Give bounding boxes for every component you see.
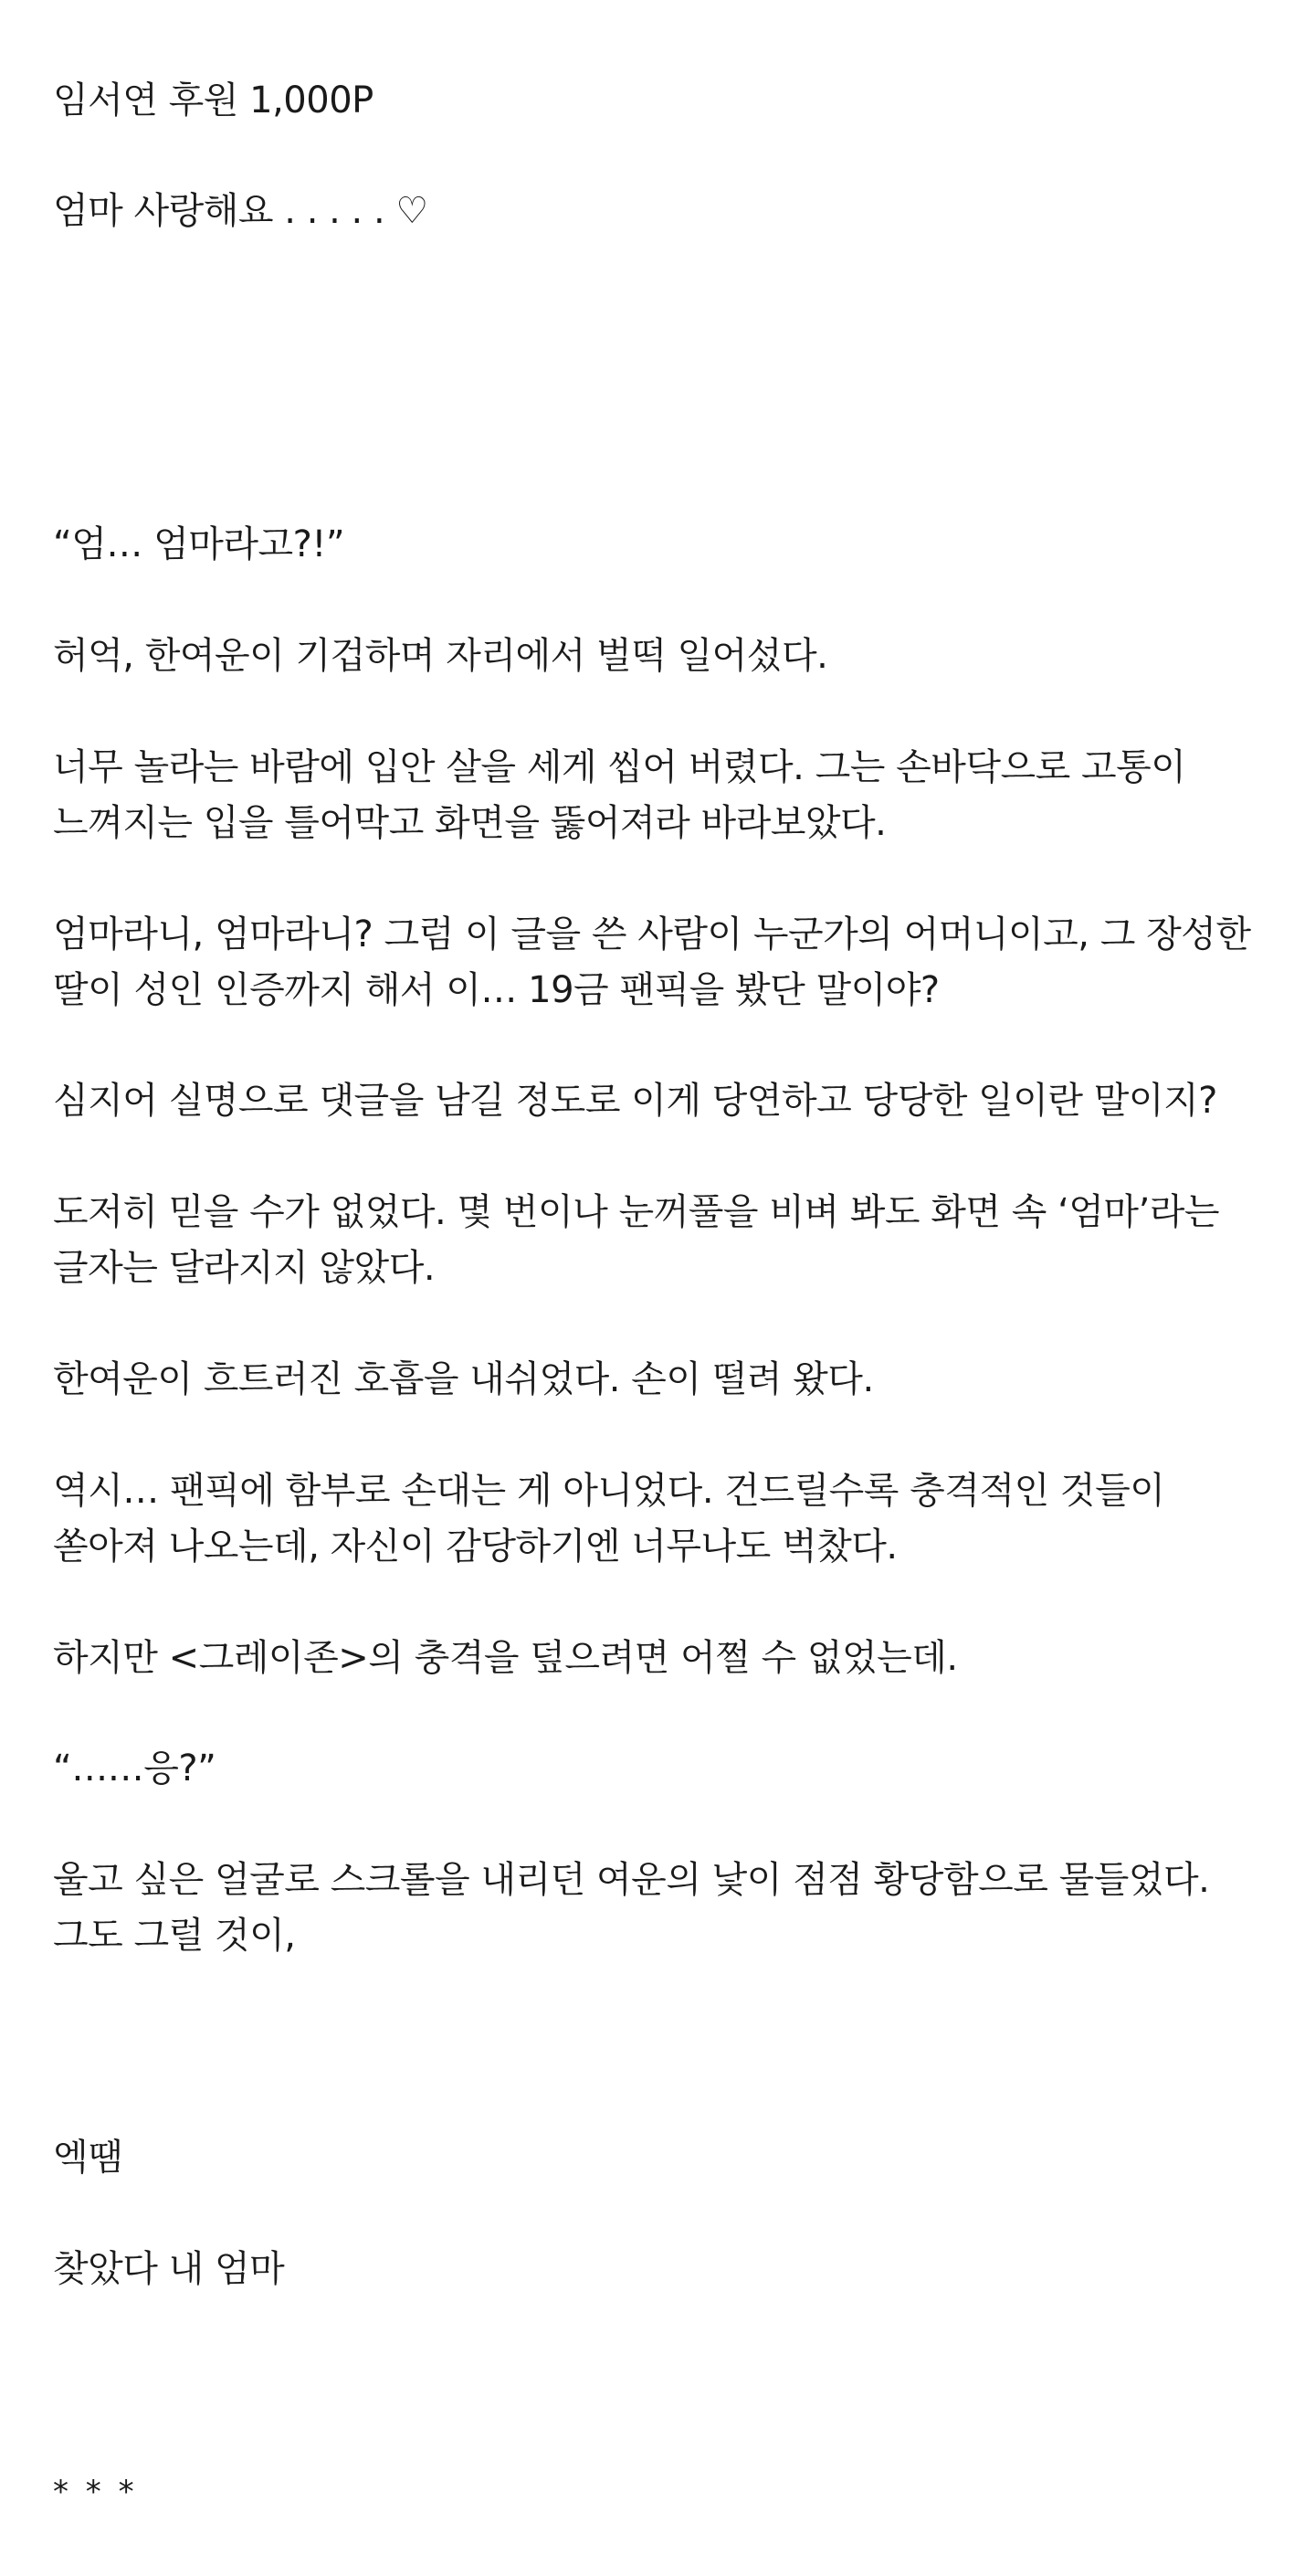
body-paragraph: 울고 싶은 얼굴로 스크롤을 내리던 여운의 낯이 점점 황당함으로 물들었다. 그도 그럴 것이, (53, 1859, 1210, 1957)
body-paragraph: 한여운이 흐트러진 호흡을 내쉬었다. 손이 떨려 왔다. (53, 1358, 874, 1400)
body-paragraph: 역시… 팬픽에 함부로 손대는 게 아니었다. 건드릴수록 충격적인 것들이 쏟아져 나오는데, 자신이 감당하기엔 너무나도 벅찼다. (53, 1470, 1165, 1568)
body-paragraph: 너무 놀라는 바람에 입안 살을 세게 씹어 버렸다. 그는 손바닥으로 고통이 느껴지는 입을 틀어막고 화면을 뚫어져라 바라보았다. (53, 746, 1186, 844)
dialogue-paragraph: “……응?” (53, 1747, 216, 1789)
body-paragraph: 허억, 한여운이 기겁하며 자리에서 벌떡 일어섰다. (53, 635, 828, 677)
donation-notice: 임서연 후원 1,000P (53, 79, 373, 121)
comment-paragraph: 찾았다 내 엄마 (53, 2248, 285, 2290)
donation-message: 엄마 사랑해요 . . . . . ♡ (53, 190, 428, 232)
body-paragraph: 도저히 믿을 수가 없었다. 몇 번이나 눈꺼풀을 비벼 봐도 화면 속 ‘엄마’라는 글자는 달라지지 않았다. (53, 1191, 1220, 1289)
body-paragraph: 심지어 실명으로 댓글을 남길 정도로 이게 당연하고 당당한 일이란 말이지? (53, 1080, 1217, 1122)
body-paragraph: 엄마라니, 엄마라니? 그럼 이 글을 쓴 사람이 누군가의 어머니이고, 그 장성한 딸이 성인 인증까지 해서 이… 19금 팬픽을 봤단 말이야? (53, 913, 1251, 1011)
comment-paragraph: 엑땜 (53, 2137, 123, 2179)
body-paragraph: 하지만 <그레이존>의 충격을 덮으려면 어쩔 수 없었는데. (53, 1637, 958, 1679)
dialogue-paragraph: “엄… 엄마라고?!” (53, 523, 345, 565)
section-divider: * * * (53, 2474, 138, 2510)
